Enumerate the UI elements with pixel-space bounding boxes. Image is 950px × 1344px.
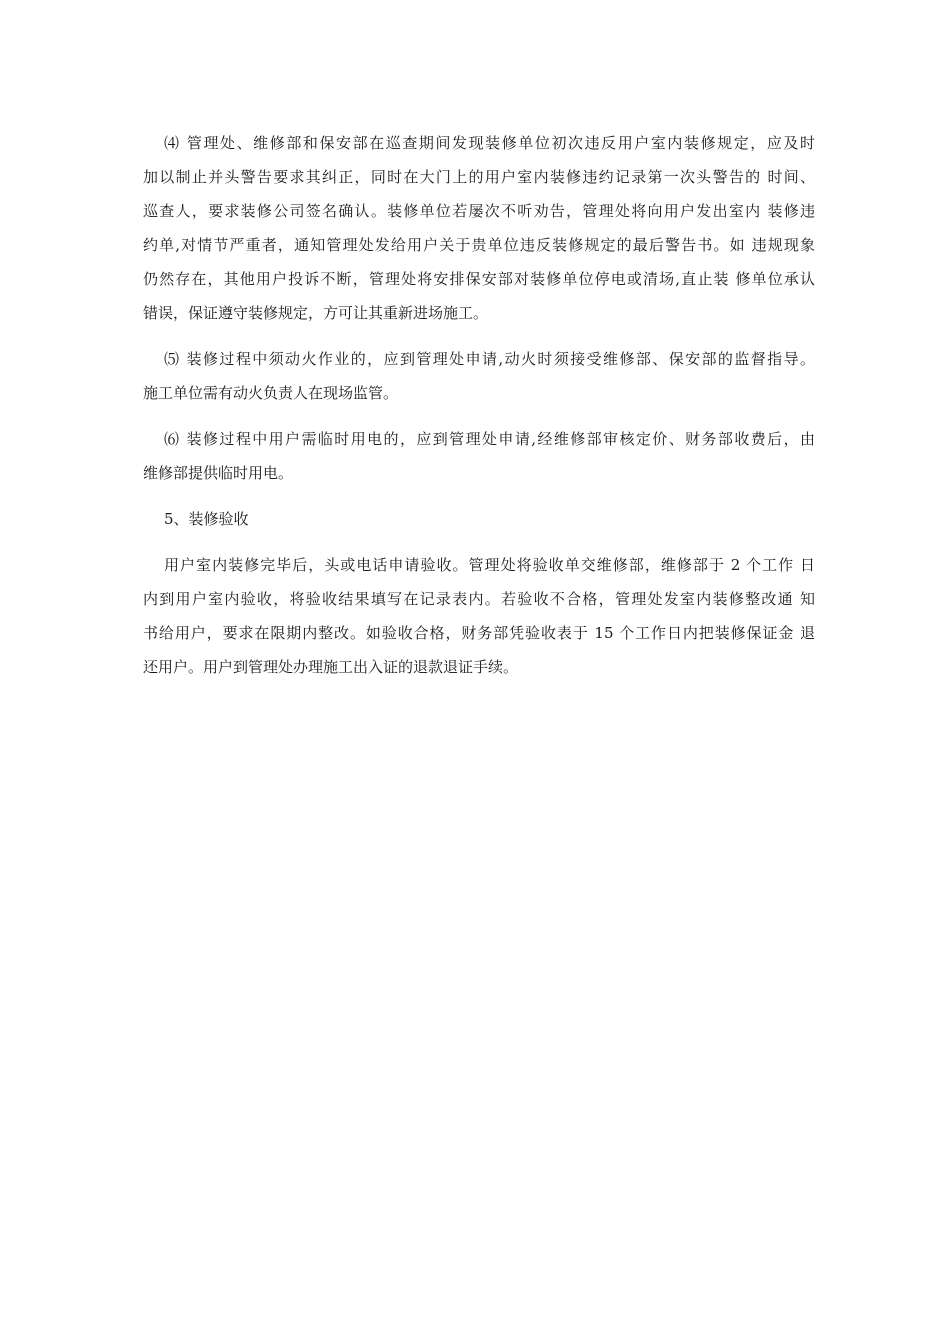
text-line: ⑹ 装修过程中用户需临时用电的，应到管理处申请,经维修部审核定价、财务部收费后，由	[164, 430, 815, 448]
text-line: 约单,对情节严重者，通知管理处发给用户关于贵单位违反装修规定的最后警告书。如 违规现象	[143, 236, 815, 254]
text-line: 仍然存在，其他用户投诉不断，管理处将安排保安部对装修单位停电或清场,直止装 修单位承认	[143, 270, 815, 288]
text-line: ⑷ 管理处、维修部和保安部在巡查期间发现装修单位初次违反用户室内装修规定，应及时	[164, 134, 815, 152]
text-line: 加以制止并头警告要求其纠正，同时在大门上的用户室内装修违约记录第一次头警告的 时间、	[143, 168, 815, 186]
heading-line: 5、装修验收	[164, 510, 249, 528]
text-line: 错误，保证遵守装修规定，方可让其重新进场施工。	[143, 304, 489, 322]
text-line: ⑸ 装修过程中须动火作业的，应到管理处申请,动火时须接受维修部、保安部的监督指导。	[164, 350, 815, 368]
section-heading	[143, 502, 815, 536]
text-line: 内到用户室内验收，将验收结果填写在记录表内。若验收不合格，管理处发室内装修整改通 知	[143, 590, 815, 608]
text-line: 用户室内装修完毕后，头或电话申请验收。管理处将验收单交维修部，维修部于 2 个工作 日	[164, 556, 815, 574]
text-line: 书给用户，要求在限期内整改。如验收合格，财务部凭验收表于 15 个工作日内把装修保证金 退	[143, 624, 815, 642]
text-line: 巡查人，要求装修公司签名确认。装修单位若屡次不听劝告，管理处将向用户发出室内 装修违	[143, 202, 815, 220]
paragraph-item-5	[143, 342, 815, 410]
text-line: 施工单位需有动火负责人在现场监管。	[143, 384, 399, 402]
paragraph-acceptance	[143, 548, 815, 684]
text-line: 维修部提供临时用电。	[143, 464, 294, 482]
text-line: 还用户。用户到管理处办理施工出入证的退款退证手续。	[143, 658, 519, 676]
paragraph-item-6	[143, 422, 815, 490]
paragraph-item-4	[143, 126, 815, 330]
document-body	[143, 126, 815, 684]
